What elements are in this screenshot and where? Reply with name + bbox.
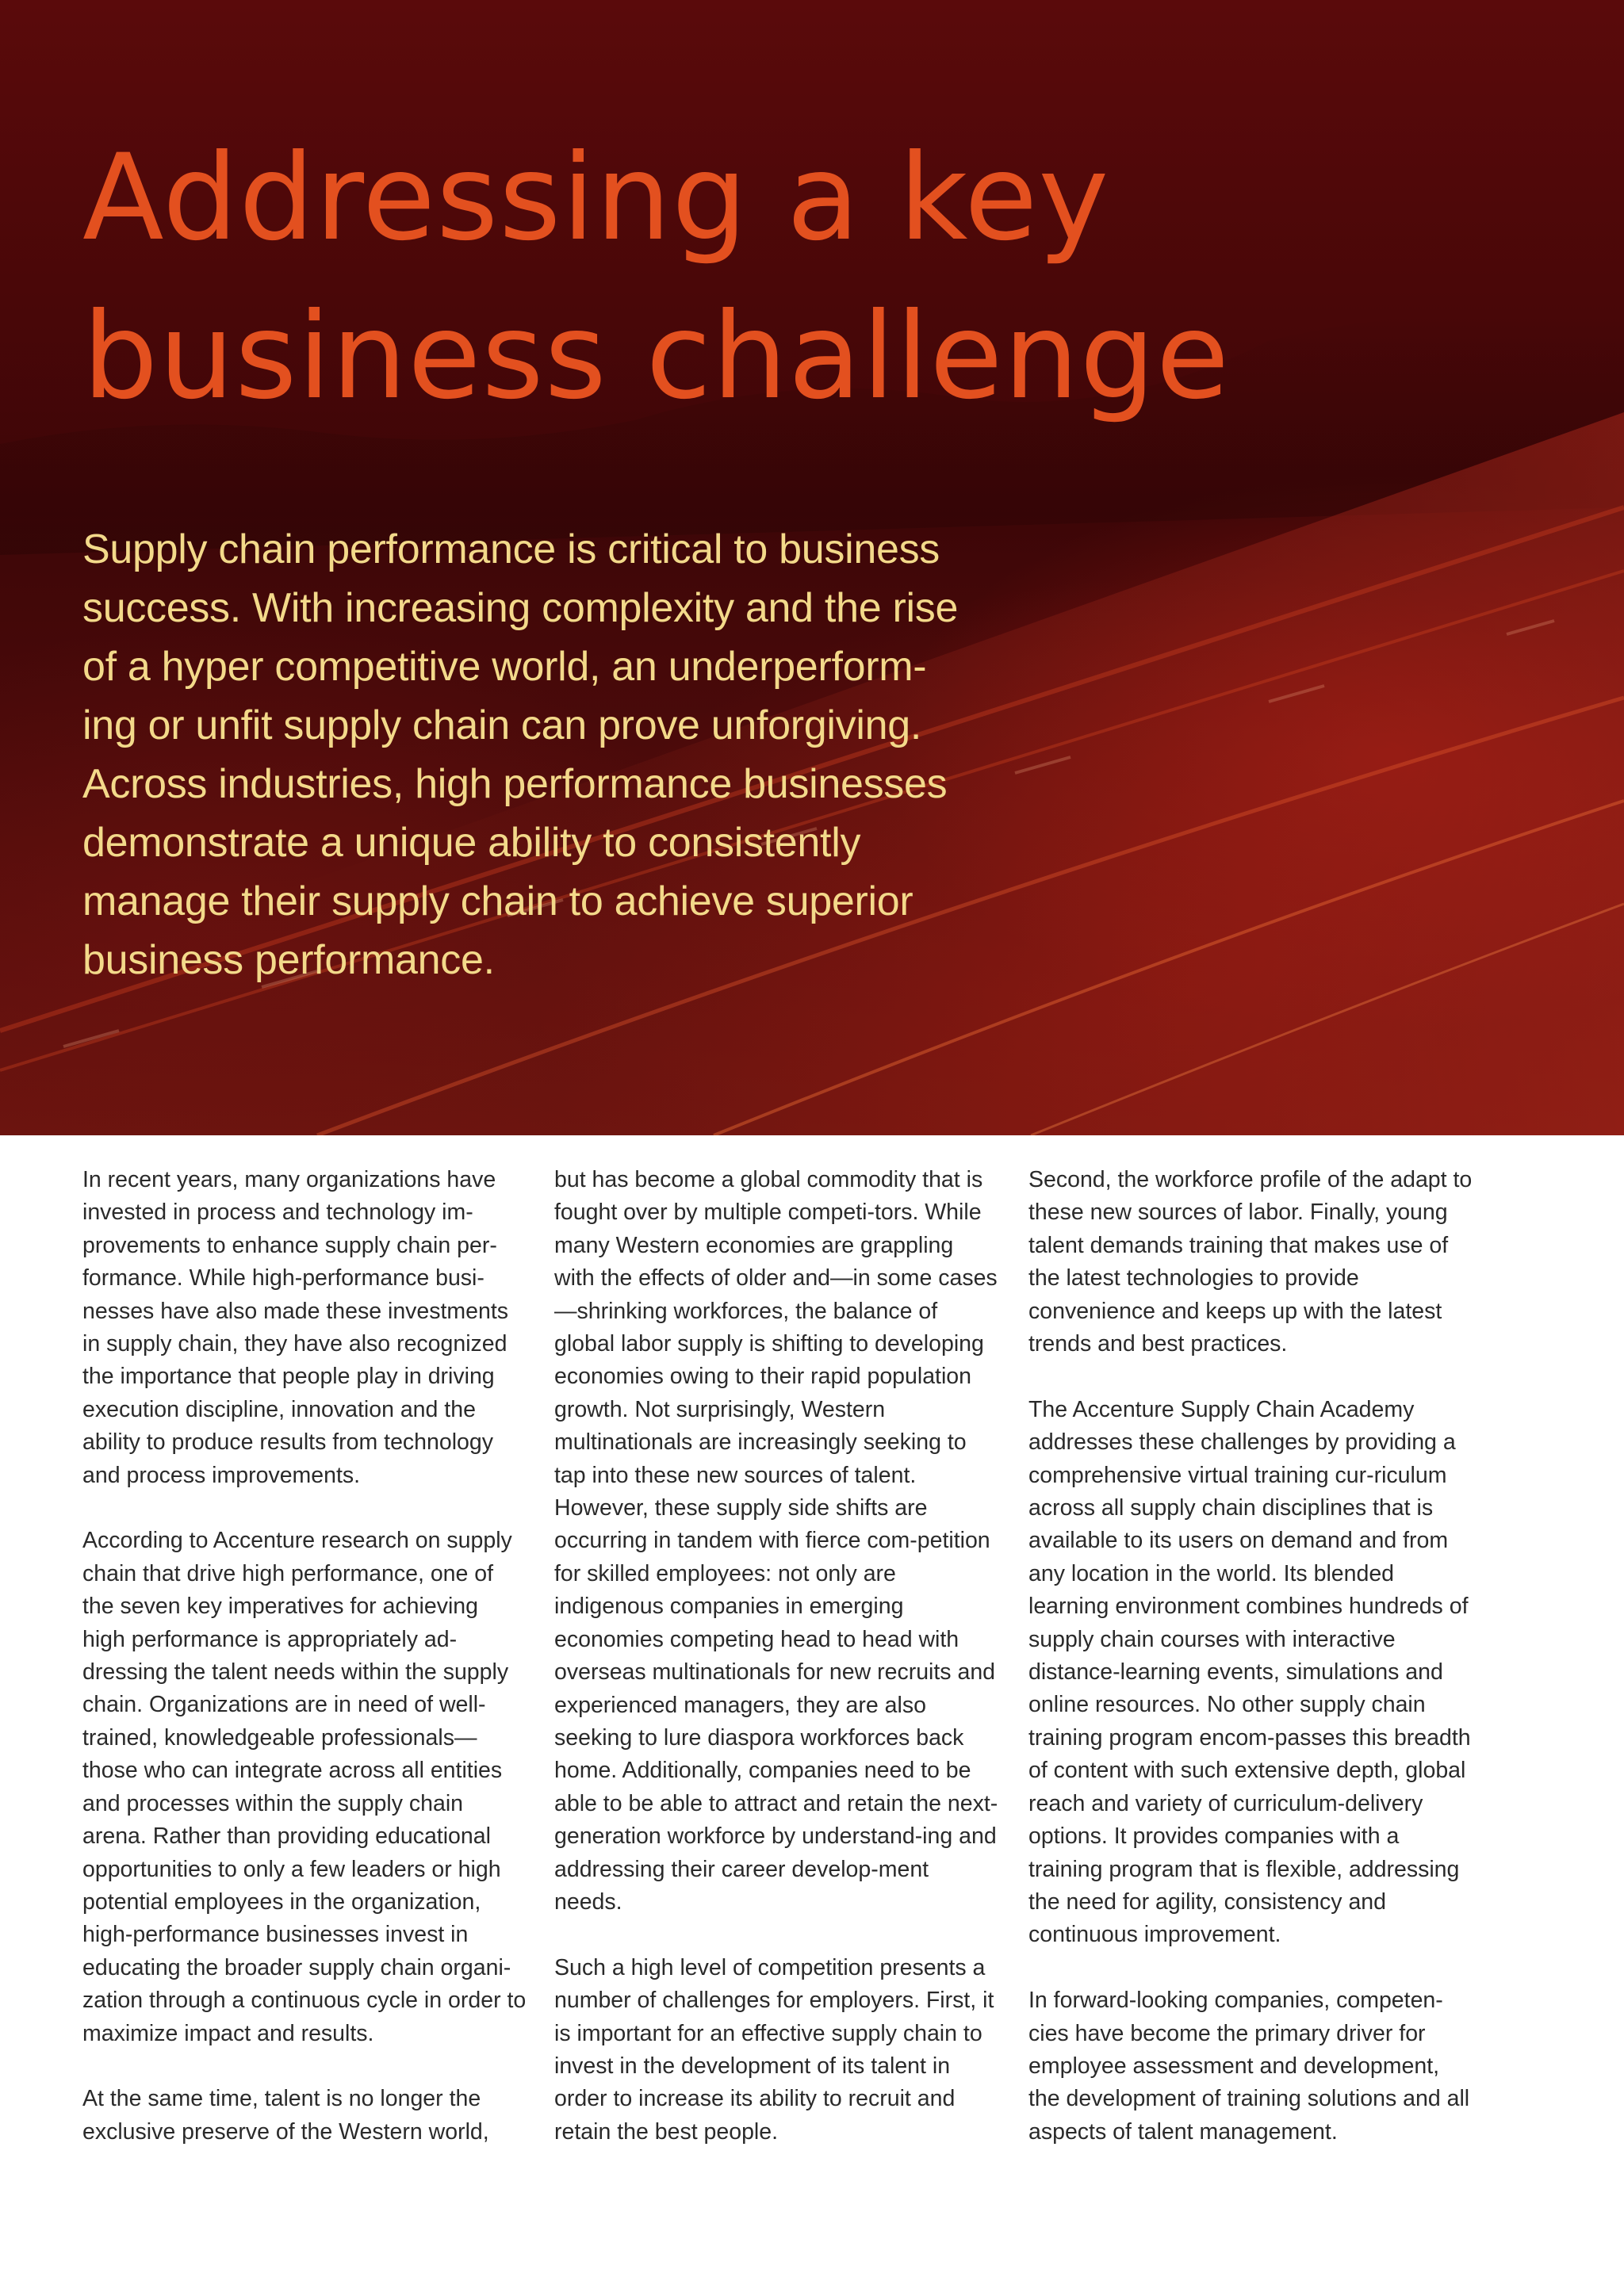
body-columns [82,1164,1542,2195]
text-column-1 [82,1164,527,2182]
body-paragraph: At the same time, talent is no longer the exclusive preserve of the Western world, [82,2086,489,2145]
title-line-1: Addressing a key [82,129,1110,267]
lead-line: manage their supply chain to achieve superior [82,878,914,924]
body-paragraph: In forward-looking companies, competen-cies have become the primary driver for employee assessment and development, the development of training solutions and all aspects of talent management. [1028,1988,1470,2145]
body-paragraph: The Accenture Supply Chain Academy addresses these challenges by providing a comprehensive virtual training cur-riculum across all supply chain disciplines that is available to its users on demand and from any location in the world. Its blended learning environment combines hundreds of supply chain courses with interactive distance-learning events, simulations and online resources. No other supply chain training program encom-passes this breadth of content with such extensive depth, global reach and variety of curriculum-delivery options. It provides companies with a training program that is flexible, addressing the need for agility, consistency and continuous improvement. [1028,1396,1471,1948]
lead-line: Across industries, high performance businesses [82,761,948,807]
lead-line: of a hyper competitive world, an underperform- [82,644,927,690]
title-line-2: business challenge [82,288,1231,426]
body-paragraph: but has become a global commodity that is fought over by multiple competi-tors. While many Western economies are grappling with the effects of older and—in some cases—shrinking workforces, the balance of global labor supply is shifting to developing economies owing to their rapid population growth. Not surprisingly, Western multinationals are increasingly seeking to tap into these new sources of talent. However, these supply side shifts are occurring in tandem with fierce com-petition for skilled employees: not only are indigenous companies in emerging economies competing head to head with overseas multinationals for new recruits and experienced managers, they are also seeking to lure diaspora workforces back home. Additionally, companies need to be able to be able to attract and retain the next-generation workforce by understand-ing and addressing their career develop-ment needs. [554,1167,998,1915]
body-paragraph: Second, the workforce profile of the adapt to these new sources of labor. Finally, young talent demands training that makes use of the latest technologies to provide convenience and keeps up with the latest trends and best practices. [1028,1167,1473,1357]
lead-line: success. With increasing complexity and the rise [82,585,959,631]
lead-line: Supply chain performance is critical to business [82,526,940,572]
body-paragraph: According to Accenture research on supply chain that drive high performance, one of the seven key imperatives for achieving high performance is appropriately ad-dressing the talent needs within the supply chain. Organizations are in need of well-trained, knowledgeable professionals—those who can integrate across all entities and processes within the supply chain arena. Rather than providing educational opportunities to only a few leaders or high potential employees in the organization, high-performance businesses invest in educating the broader supply chain organi-zation through a continuous cycle in order to maximize impact and results. [82,1528,527,2046]
text-column-3 [1028,1164,1473,2182]
lead-line: demonstrate a unique ability to consistently [82,820,861,866]
lead-line: business performance. [82,937,495,983]
lead-paragraph [82,520,1018,989]
page-title [82,119,1272,436]
body-paragraph: In recent years, many organizations have invested in process and technology im-provements to enhance supply chain per-formance. While high-performance busi-nesses have also made these investments in supply chain, they have also recognized the importance that people play in driving execution discipline, innovation and the ability to produce results from technology and process improvements. [82,1167,509,1488]
lead-line: ing or unfit supply chain can prove unforgiving. [82,702,922,748]
text-column-2 [554,1164,998,2182]
hero-banner [0,0,1624,1135]
body-paragraph: Such a high level of competition presents a number of challenges for employers. First, it is important for an effective supply chain to invest in the development of its talent in order to increase its ability to recruit and retain the best people. [554,1954,994,2145]
